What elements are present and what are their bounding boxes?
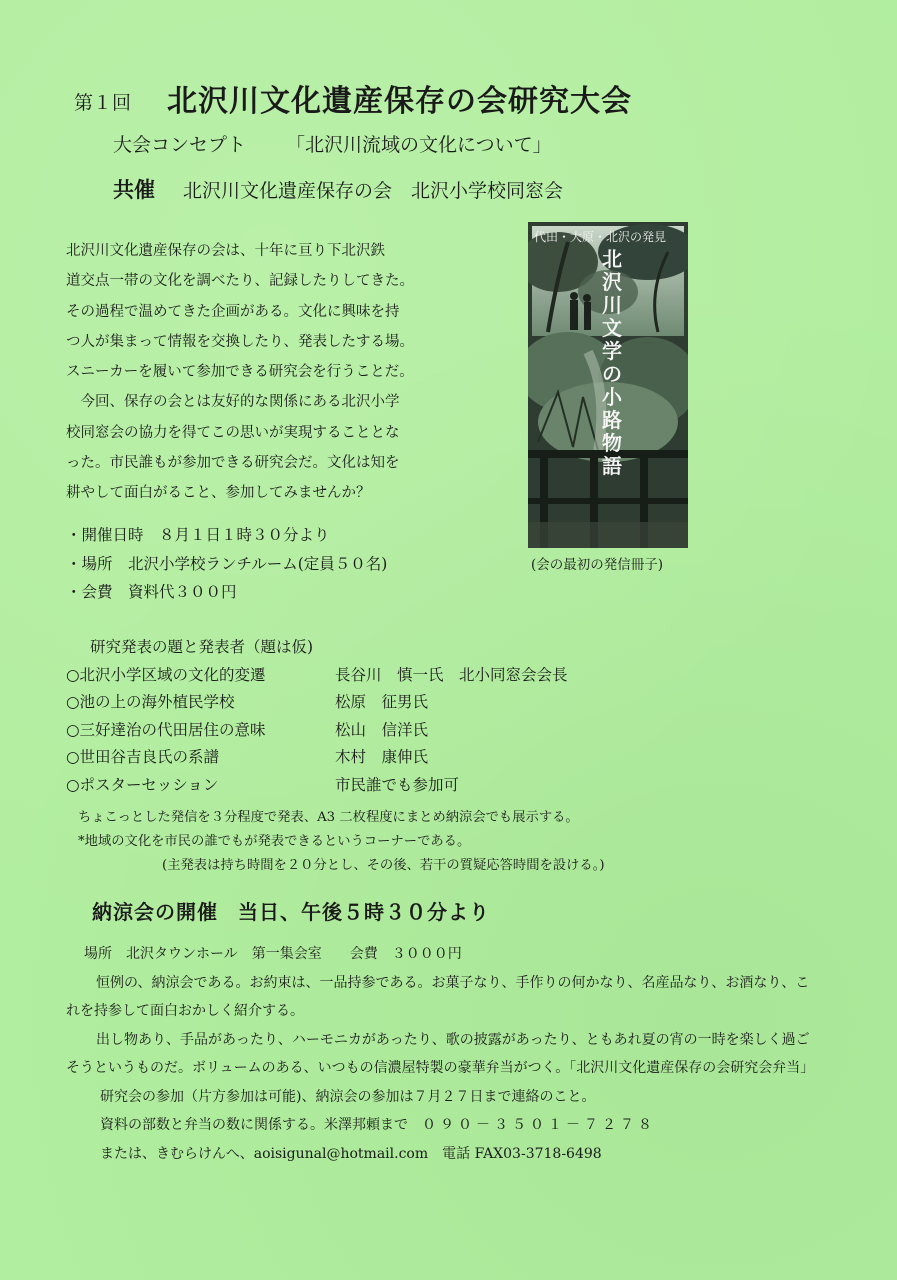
research-presenter: 木村 康伸氏 <box>335 748 429 766</box>
contact-prefix: 資料の部数と弁当の数に関係する。米澤邦頼まで <box>100 1117 408 1133</box>
intro-line: 北沢川文化遺産保存の会は、十年に亘り下北沢鉄 <box>66 243 385 259</box>
contact-line-1: 研究会の参加（片方参加は可能)、納涼会の参加は７月２７日まで連絡のこと。 <box>100 1088 596 1105</box>
contact-line-2 <box>66 1111 811 1140</box>
title-number: 第１回 <box>74 92 132 114</box>
party-time: 当日、午後５時３０分より <box>238 900 490 924</box>
party-paragraph-2: 出し物あり、手品があったり、ハーモニカがあったり、歌の披露があったり、ともあれ夏の宵の一時を楽しく過ごそうというものだ。ボリュームのある、いつもの信濃屋特製の豪華弁当がつく。「北沢川文化遺産保存の会研究会弁当」 <box>66 1031 815 1076</box>
research-title: ○北沢小学区域の文化的変遷 <box>66 665 266 684</box>
phone-number[interactable]: ０９０－３５０１－７２７８ <box>422 1117 656 1133</box>
page-title: 北沢川文化遺産保存の会研究大会 <box>167 84 632 119</box>
contact-line-3 <box>66 1140 811 1169</box>
event-info <box>66 521 387 607</box>
party-details <box>66 940 815 1168</box>
booklet-caption: (会の最初の発信冊子) <box>531 557 664 573</box>
email-link[interactable]: aoisigunal@hotmail.com <box>253 1145 429 1162</box>
party-place: 場所 北沢タウンホール 第一集会室 会費 ３０００円 <box>84 946 462 962</box>
note-line: *地域の文化を市民の誰でもが発表できるというコーナーである。 <box>78 834 471 849</box>
intro-paragraph <box>66 236 414 509</box>
cosponsor-label: 共催 <box>113 178 155 202</box>
event-place: ・場所 北沢小学校ランチルーム(定員５０名) <box>66 554 388 573</box>
event-date: ・開催日時 ８月１日１時３０分より <box>66 526 330 544</box>
booklet-top-text: 代田・大原・北沢の発見 <box>534 230 667 244</box>
research-title: ○世田谷吉良氏の系譜 <box>66 748 220 766</box>
fax-number: 電話 FAX03-3718-6498 <box>442 1145 602 1162</box>
event-fee: ・会費 資料代３００円 <box>66 583 237 601</box>
intro-line: つ人が集まって情報を交換したり、発表したする場。 <box>66 333 414 350</box>
research-presenter: 松原 征男氏 <box>335 693 429 711</box>
research-heading: 研究発表の題と発表者（題は仮) <box>90 638 314 656</box>
intro-line: スニーカーを履いて参加できる研究会を行うことだ。 <box>66 364 414 381</box>
cosponsor-line <box>113 174 563 204</box>
booklet-side-text: 北沢川文学の小路物語 <box>602 247 622 478</box>
booklet-cover-image <box>528 222 688 548</box>
research-presenter: 市民誰でも参加可 <box>335 775 460 794</box>
contact-prefix: または、きむらけんへ、 <box>100 1145 254 1162</box>
note-line: ちょこっとした発信を３分程度で発表、A3 二枚程度にまとめ納涼会でも展示する。 <box>78 810 579 825</box>
concept-line <box>113 130 552 157</box>
party-title: 納涼会の開催 <box>92 900 218 924</box>
intro-line: 校同窓会の協力を得てこの思いが実現することとな <box>66 424 400 441</box>
note-line: (主発表は持ち時間を２０分とし、その後、若干の質疑応答時間を設ける。) <box>162 858 605 873</box>
party-paragraph-1: 恒例の、納涼会である。お約束は、一品持参である。お菓子なり、手作りの何かなり、名産品なり、お酒なり、これを持参して面白おかしく紹介する。 <box>66 974 810 1019</box>
intro-line: 耕やして面白がること、参加してみませんか？ <box>66 485 371 502</box>
intro-line: その過程で温めてきた企画がある。文化に興味を持 <box>66 303 400 320</box>
concept-label: 大会コンセプト <box>113 134 247 156</box>
intro-line: った。市民誰もが参加できる研究会だ。文化は知を <box>66 455 400 472</box>
research-title: ○池の上の海外植民学校 <box>66 693 235 711</box>
research-title: ○三好達治の代田居住の意味 <box>66 720 266 739</box>
notes <box>78 806 605 878</box>
cosponsor-value: 北沢川文化遺産保存の会 北沢小学校同窓会 <box>183 180 564 202</box>
intro-line: 今回、保存の会とは友好的な関係にある北沢小学 <box>66 394 400 411</box>
party-heading <box>92 896 490 925</box>
research-presenter: 長谷川 慎一氏 北小同窓会会長 <box>335 665 568 684</box>
research-presenter: 松山 信洋氏 <box>335 720 429 739</box>
intro-line: 道交点一帯の文化を調べたり、記録したりしてきた。 <box>66 273 414 290</box>
concept-value: 「北沢川流域の文化について」 <box>286 134 552 156</box>
research-title: ○ポスターセッション <box>66 775 219 794</box>
